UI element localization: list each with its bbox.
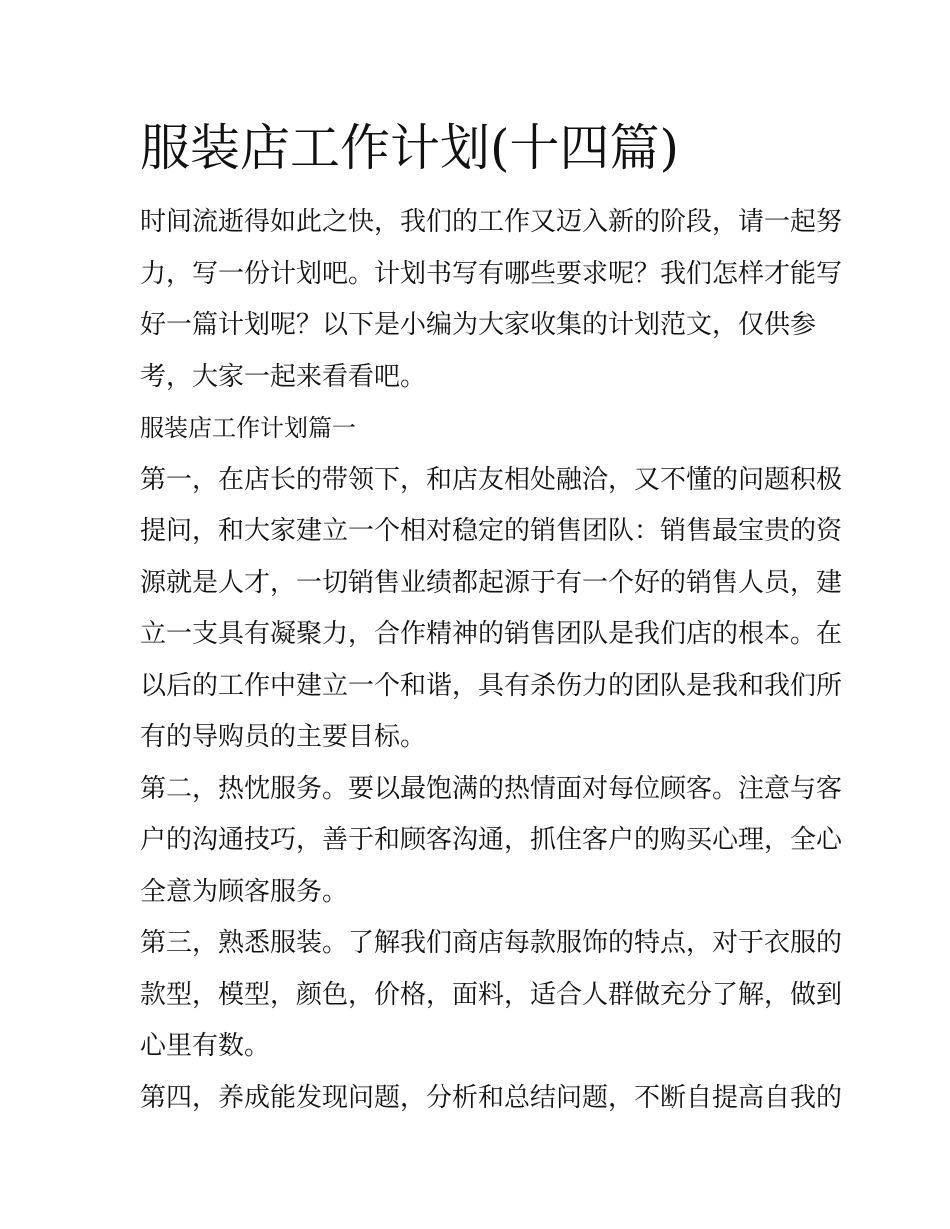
paragraph-line: 第一，在店长的带领下，和店友相处融洽，又不懂的问题积极 — [140, 464, 843, 495]
document-body — [140, 197, 843, 1124]
paragraph-line: 立一支具有凝聚力，合作精神的销售团队是我们店的根本。在 — [140, 619, 843, 649]
intro-line: 力，写一份计划吧。计划书写有哪些要求呢？我们怎样才能写 — [140, 258, 843, 289]
paragraph-line: 有的导购员的主要目标。 — [140, 722, 427, 752]
paragraph-line: 款型，模型，颜色，价格，面料，适合人群做充分了解，做到 — [140, 979, 843, 1010]
paragraph-line: 以后的工作中建立一个和谐，具有杀伤力的团队是我和我们所 — [140, 670, 843, 701]
intro-line: 时间流逝得如此之快，我们的工作又迈入新的阶段，请一起努 — [140, 207, 843, 237]
paragraph-line: 第四，养成能发现问题，分析和总结问题，不断自提高自我的 — [140, 1082, 843, 1113]
section-heading: 服装店工作计划篇一 — [140, 414, 356, 442]
paragraph-line: 提问，和大家建立一个相对稳定的销售团队：销售最宝贵的资 — [140, 516, 843, 546]
paragraph-line: 全意为顾客服务。 — [140, 876, 349, 907]
paragraph-line: 第二，热忱服务。要以最饱满的热情面对每位顾客。注意与客 — [140, 773, 843, 804]
paragraph-line: 心里有数。 — [140, 1031, 271, 1061]
paragraph-line: 第三，熟悉服装。了解我们商店每款服饰的特点，对于衣服的 — [140, 928, 843, 958]
intro-line: 好一篇计划呢？以下是小编为大家收集的计划范文，仅供参 — [140, 310, 817, 340]
paragraph-line: 源就是人才，一切销售业绩都起源于有一个好的销售人员，建 — [140, 567, 843, 598]
document-title: 服装店工作计划(十四篇) — [140, 119, 680, 177]
paragraph-line: 户的沟通技巧，善于和顾客沟通，抓住客户的购买心理，全心 — [140, 825, 843, 855]
intro-line: 考，大家一起来看看吧。 — [140, 361, 427, 392]
